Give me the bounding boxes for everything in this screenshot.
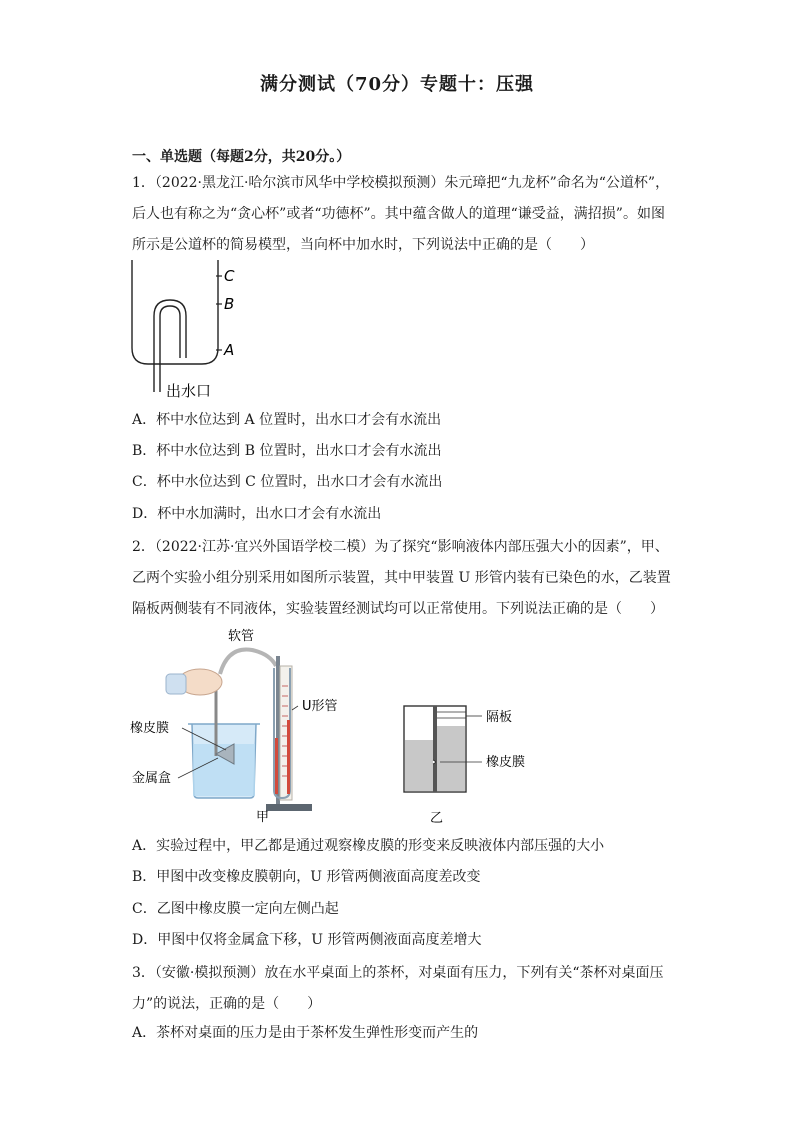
apparatus-yi-figure	[400, 702, 540, 828]
caption-yi: 乙	[430, 811, 444, 826]
apparatus-jia-figure	[130, 626, 365, 826]
page-title: 满分测试（70分）专题十：压强	[259, 74, 535, 95]
q2-option-c: C．乙图中橡皮膜一定向左侧凸起	[132, 901, 339, 917]
label-b: B	[224, 295, 235, 313]
membrane-label-yi: 橡皮膜	[486, 755, 526, 770]
hose-label: 软管	[228, 629, 255, 644]
q2-option-a: A．实验过程中，甲乙都是通过观察橡皮膜的形变来反映液体内部压强的大小	[132, 838, 605, 854]
section-heading: 一、单选题（每题2分，共20分。）	[132, 149, 351, 165]
q2-option-b: B．甲图中改变橡皮膜朝向，U 形管两侧液面高度差改变	[132, 869, 481, 885]
q2-option-d: D．甲图中仅将金属盒下移，U 形管两侧液面高度差增大	[132, 932, 482, 948]
label-a: A	[224, 341, 235, 359]
gongdao-cup-figure	[128, 258, 248, 400]
utube-label: U形管	[302, 699, 338, 714]
metal-box-label: 金属盒	[132, 771, 172, 786]
question-3-stem: 3．（安徽·模拟预测）放在水平桌面上的茶杯，对桌面有压力，下列有关“茶杯对桌面压力”的说法，正确的是（ ）	[132, 965, 664, 1012]
q1-option-b: B．杯中水位达到 B 位置时，出水口才会有水流出	[132, 443, 442, 459]
question-2-stem: 2．（2022·江苏·宜兴外国语学校二模）为了探究“影响液体内部压强大小的因素”，甲、乙两个实验小组分别采用如图所示装置，其中甲装置 U 形管内装有已染色的水，乙装置隔板两侧装有不同液体，实验装置经测试均可以正常使用。下列说法正确的是（ ）	[132, 539, 671, 617]
q3-option-a: A．茶杯对桌面的压力是由于茶杯发生弹性形变而产生的	[132, 1025, 479, 1041]
partition-label: 隔板	[486, 710, 513, 725]
question-1-stem: 1．（2022·黑龙江·哈尔滨市风华中学校模拟预测）朱元璋把“九龙杯”命名为“公道杯”，后人也有称之为“贪心杯”或者“功德杯”。其中蕴含做人的道理“谦受益，满招损”。如图所示是公道杯的简易模型，当向杯中加水时，下列说法中正确的是（ ）	[132, 175, 670, 253]
q1-option-d: D．杯中水加满时，出水口才会有水流出	[132, 506, 382, 522]
label-c: C	[224, 267, 235, 285]
q1-option-c: C．杯中水位达到 C 位置时，出水口才会有水流出	[132, 474, 443, 490]
q1-option-a: A．杯中水位达到 A 位置时，出水口才会有水流出	[132, 412, 442, 428]
outlet-label: 出水口	[166, 382, 212, 400]
caption-jia: 甲	[256, 810, 270, 825]
membrane-label-jia: 橡皮膜	[130, 721, 170, 736]
